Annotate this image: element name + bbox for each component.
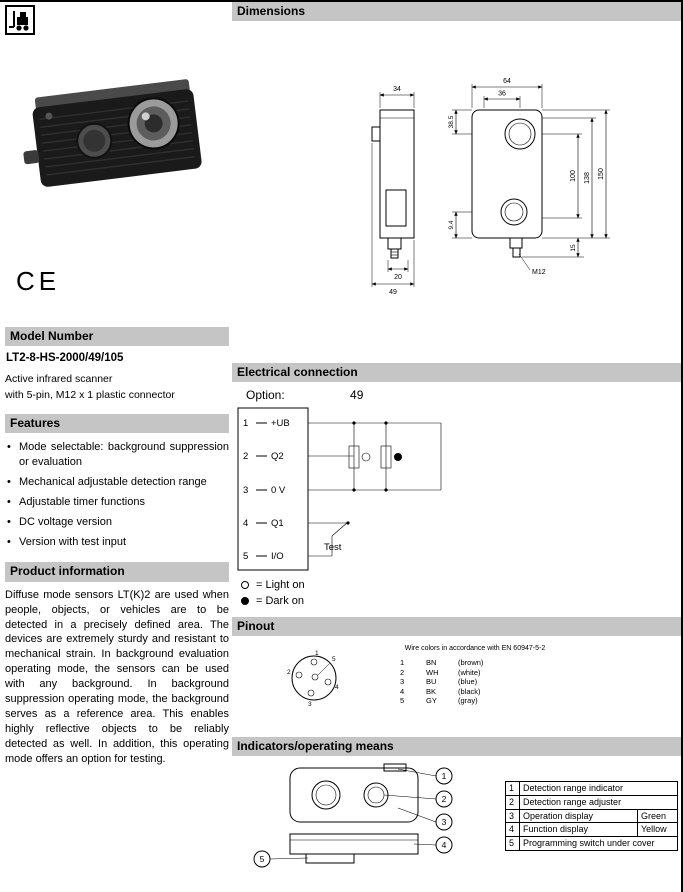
dim-138: 138 xyxy=(584,172,591,184)
indicator-number: 3 xyxy=(506,809,520,823)
dim-150: 150 xyxy=(598,168,605,180)
dim-36: 36 xyxy=(498,90,506,98)
pin-label: Q1 xyxy=(271,518,284,529)
pinout-connector-diagram xyxy=(284,648,342,708)
wire-code: GY xyxy=(426,696,437,705)
forklift-icon xyxy=(5,5,35,35)
pinout-row xyxy=(398,658,512,668)
legend-light-on xyxy=(241,579,305,591)
pin-number: 1 xyxy=(243,418,249,429)
pin-row-2 xyxy=(243,451,354,462)
forklift-glyph xyxy=(7,7,33,33)
features-list xyxy=(5,440,229,549)
pin-number: 4 xyxy=(243,518,249,529)
option-value: 49 xyxy=(350,388,364,402)
legend-dark-text: = Dark on xyxy=(256,595,304,607)
load-branches xyxy=(349,421,441,491)
side-view xyxy=(372,110,414,258)
table-row xyxy=(506,823,678,837)
pin-number: 3 xyxy=(243,485,249,496)
indicators-drawing xyxy=(248,764,463,884)
connector-pin-5: 5 xyxy=(332,656,336,663)
wire-color: (white) xyxy=(458,667,481,677)
wire-color: (gray) xyxy=(458,696,478,705)
electrical-connection-diagram xyxy=(236,406,461,574)
dim-m12: M12 xyxy=(532,269,546,276)
pin-label: I/O xyxy=(271,551,284,562)
option-label: Option: xyxy=(246,388,285,402)
section-header-electrical-connection: Electrical connection xyxy=(232,363,681,382)
dim-49: 49 xyxy=(389,289,397,296)
ce-mark: CE xyxy=(16,266,61,296)
section-header-pinout: Pinout xyxy=(232,617,681,636)
dim-100: 100 xyxy=(570,170,577,182)
product-information-text: Diffuse mode sensors LT(K)2 are used when people, objects, or vehicles are to be detected in a precisely defined area. The devices are extremely sturdy and resistant to mechanical strain. In background evaluation operating mode, the sensors can be used with any background. In background suppression operating mode, the background serves as a reference area. This enables highly reflective objects to be reliably detected as well. In addition, this operating mode offers an option for testing. xyxy=(5,588,229,766)
table-row xyxy=(506,782,678,796)
wire-color: (brown) xyxy=(458,658,484,667)
indicators-table xyxy=(505,781,678,851)
dim-20: 20 xyxy=(394,274,402,281)
callout-5: 5 xyxy=(259,854,265,864)
pinout-table xyxy=(398,658,512,706)
indicator-number: 5 xyxy=(506,837,520,851)
connector-pin-2: 2 xyxy=(287,669,291,676)
pin-row-4 xyxy=(243,518,348,529)
product-photo xyxy=(22,52,212,207)
callout-1: 1 xyxy=(441,771,447,781)
indicator-description: Function display xyxy=(520,823,638,837)
sensor-front-view xyxy=(290,764,418,822)
legend-dark-on xyxy=(241,595,305,607)
pin-row-3 xyxy=(243,485,441,496)
wire-code: BU xyxy=(426,677,437,686)
connector-pin-1: 1 xyxy=(315,650,319,657)
model-description-1: Active infrared scanner xyxy=(5,373,113,386)
feature-item: • Mechanical adjustable detection range xyxy=(5,475,229,490)
indicator-color: Green xyxy=(638,809,678,823)
indicator-number: 2 xyxy=(506,795,520,809)
dim-15: 15 xyxy=(570,244,577,252)
test-switch xyxy=(324,521,350,556)
indicator-color: Yellow xyxy=(638,823,678,837)
pin: 3 xyxy=(400,677,405,686)
wire-code: WH xyxy=(426,667,439,677)
section-header-dimensions: Dimensions xyxy=(232,2,681,21)
legend-light-text: = Light on xyxy=(256,579,305,591)
pin-label: Q2 xyxy=(271,451,284,462)
wire-color: (black) xyxy=(458,686,481,696)
left-column xyxy=(5,327,229,767)
feature-item: • DC voltage version xyxy=(5,515,229,530)
indicators-figure xyxy=(248,764,463,884)
callouts xyxy=(254,768,452,867)
wire-code: BK xyxy=(426,686,437,696)
pin-label: +UB xyxy=(271,418,290,429)
wire-color: (blue) xyxy=(458,677,478,686)
front-view xyxy=(472,110,542,257)
pin: 4 xyxy=(400,686,405,696)
dim-38-5: 38.5 xyxy=(448,115,455,129)
pin: 2 xyxy=(400,667,405,677)
pin: 1 xyxy=(400,658,405,667)
pin-label: 0 V xyxy=(271,485,286,496)
indicator-description: Detection range adjuster xyxy=(520,795,678,809)
feature-item: • Mode selectable: background suppression or evaluation xyxy=(5,440,229,470)
indicator-description: Operation display xyxy=(520,809,638,823)
section-header-product-information: Product information xyxy=(5,562,229,581)
switching-legend xyxy=(241,579,305,611)
sensor-photo-graphic xyxy=(22,52,212,207)
test-label: Test xyxy=(324,542,342,553)
model-description-2: with 5-pin, M12 x 1 plastic connector xyxy=(5,389,175,402)
connector-pin-4: 4 xyxy=(335,684,339,691)
section-header-features: Features xyxy=(5,414,229,433)
connector-pin-3: 3 xyxy=(308,701,312,708)
feature-item: • Adjustable timer functions xyxy=(5,495,229,510)
callout-3: 3 xyxy=(441,817,447,827)
pinout-row xyxy=(398,687,512,697)
light-on-symbol xyxy=(362,453,370,461)
filled-circle-icon xyxy=(241,597,249,605)
indicator-description: Programming switch under cover xyxy=(520,837,678,851)
side-view-dims xyxy=(372,86,414,296)
pin-number: 2 xyxy=(243,451,249,462)
pin-row-5 xyxy=(243,551,332,562)
section-header-model-number: Model Number xyxy=(5,327,229,346)
dim-9-4: 9.4 xyxy=(448,220,455,230)
table-row xyxy=(506,809,678,823)
indicator-description: Detection range indicator xyxy=(520,782,678,796)
pin-row-1 xyxy=(243,418,441,429)
pin: 5 xyxy=(400,696,405,705)
option-line xyxy=(246,388,466,402)
callout-leaders xyxy=(270,769,436,859)
feature-item: • Version with test input xyxy=(5,535,229,550)
pinout-row xyxy=(398,696,512,706)
dark-on-symbol xyxy=(394,453,402,461)
model-number: LT2-8-HS-2000/49/105 xyxy=(6,352,124,365)
sensor-side-view xyxy=(290,834,418,863)
pin-number: 5 xyxy=(243,551,249,562)
pinout-row xyxy=(398,668,512,678)
dim-64: 64 xyxy=(503,78,511,85)
indicator-number: 4 xyxy=(506,823,520,837)
dimensions-drawing xyxy=(352,72,682,360)
indicator-number: 1 xyxy=(506,782,520,796)
dimensions-figure xyxy=(352,72,682,360)
wire-code: BN xyxy=(426,658,437,667)
electrical-connection-figure xyxy=(236,406,461,574)
pinout-row xyxy=(398,677,512,687)
table-row xyxy=(506,795,678,809)
connector-face xyxy=(284,648,342,708)
table-row xyxy=(506,837,678,851)
open-circle-icon xyxy=(241,581,249,589)
wire-colors-note: Wire colors in accordance with EN 60947-5-2 xyxy=(404,645,546,652)
section-header-indicators: Indicators/operating means xyxy=(232,737,681,756)
callout-4: 4 xyxy=(441,840,447,850)
callout-2: 2 xyxy=(441,794,447,804)
dim-34: 34 xyxy=(393,86,401,93)
